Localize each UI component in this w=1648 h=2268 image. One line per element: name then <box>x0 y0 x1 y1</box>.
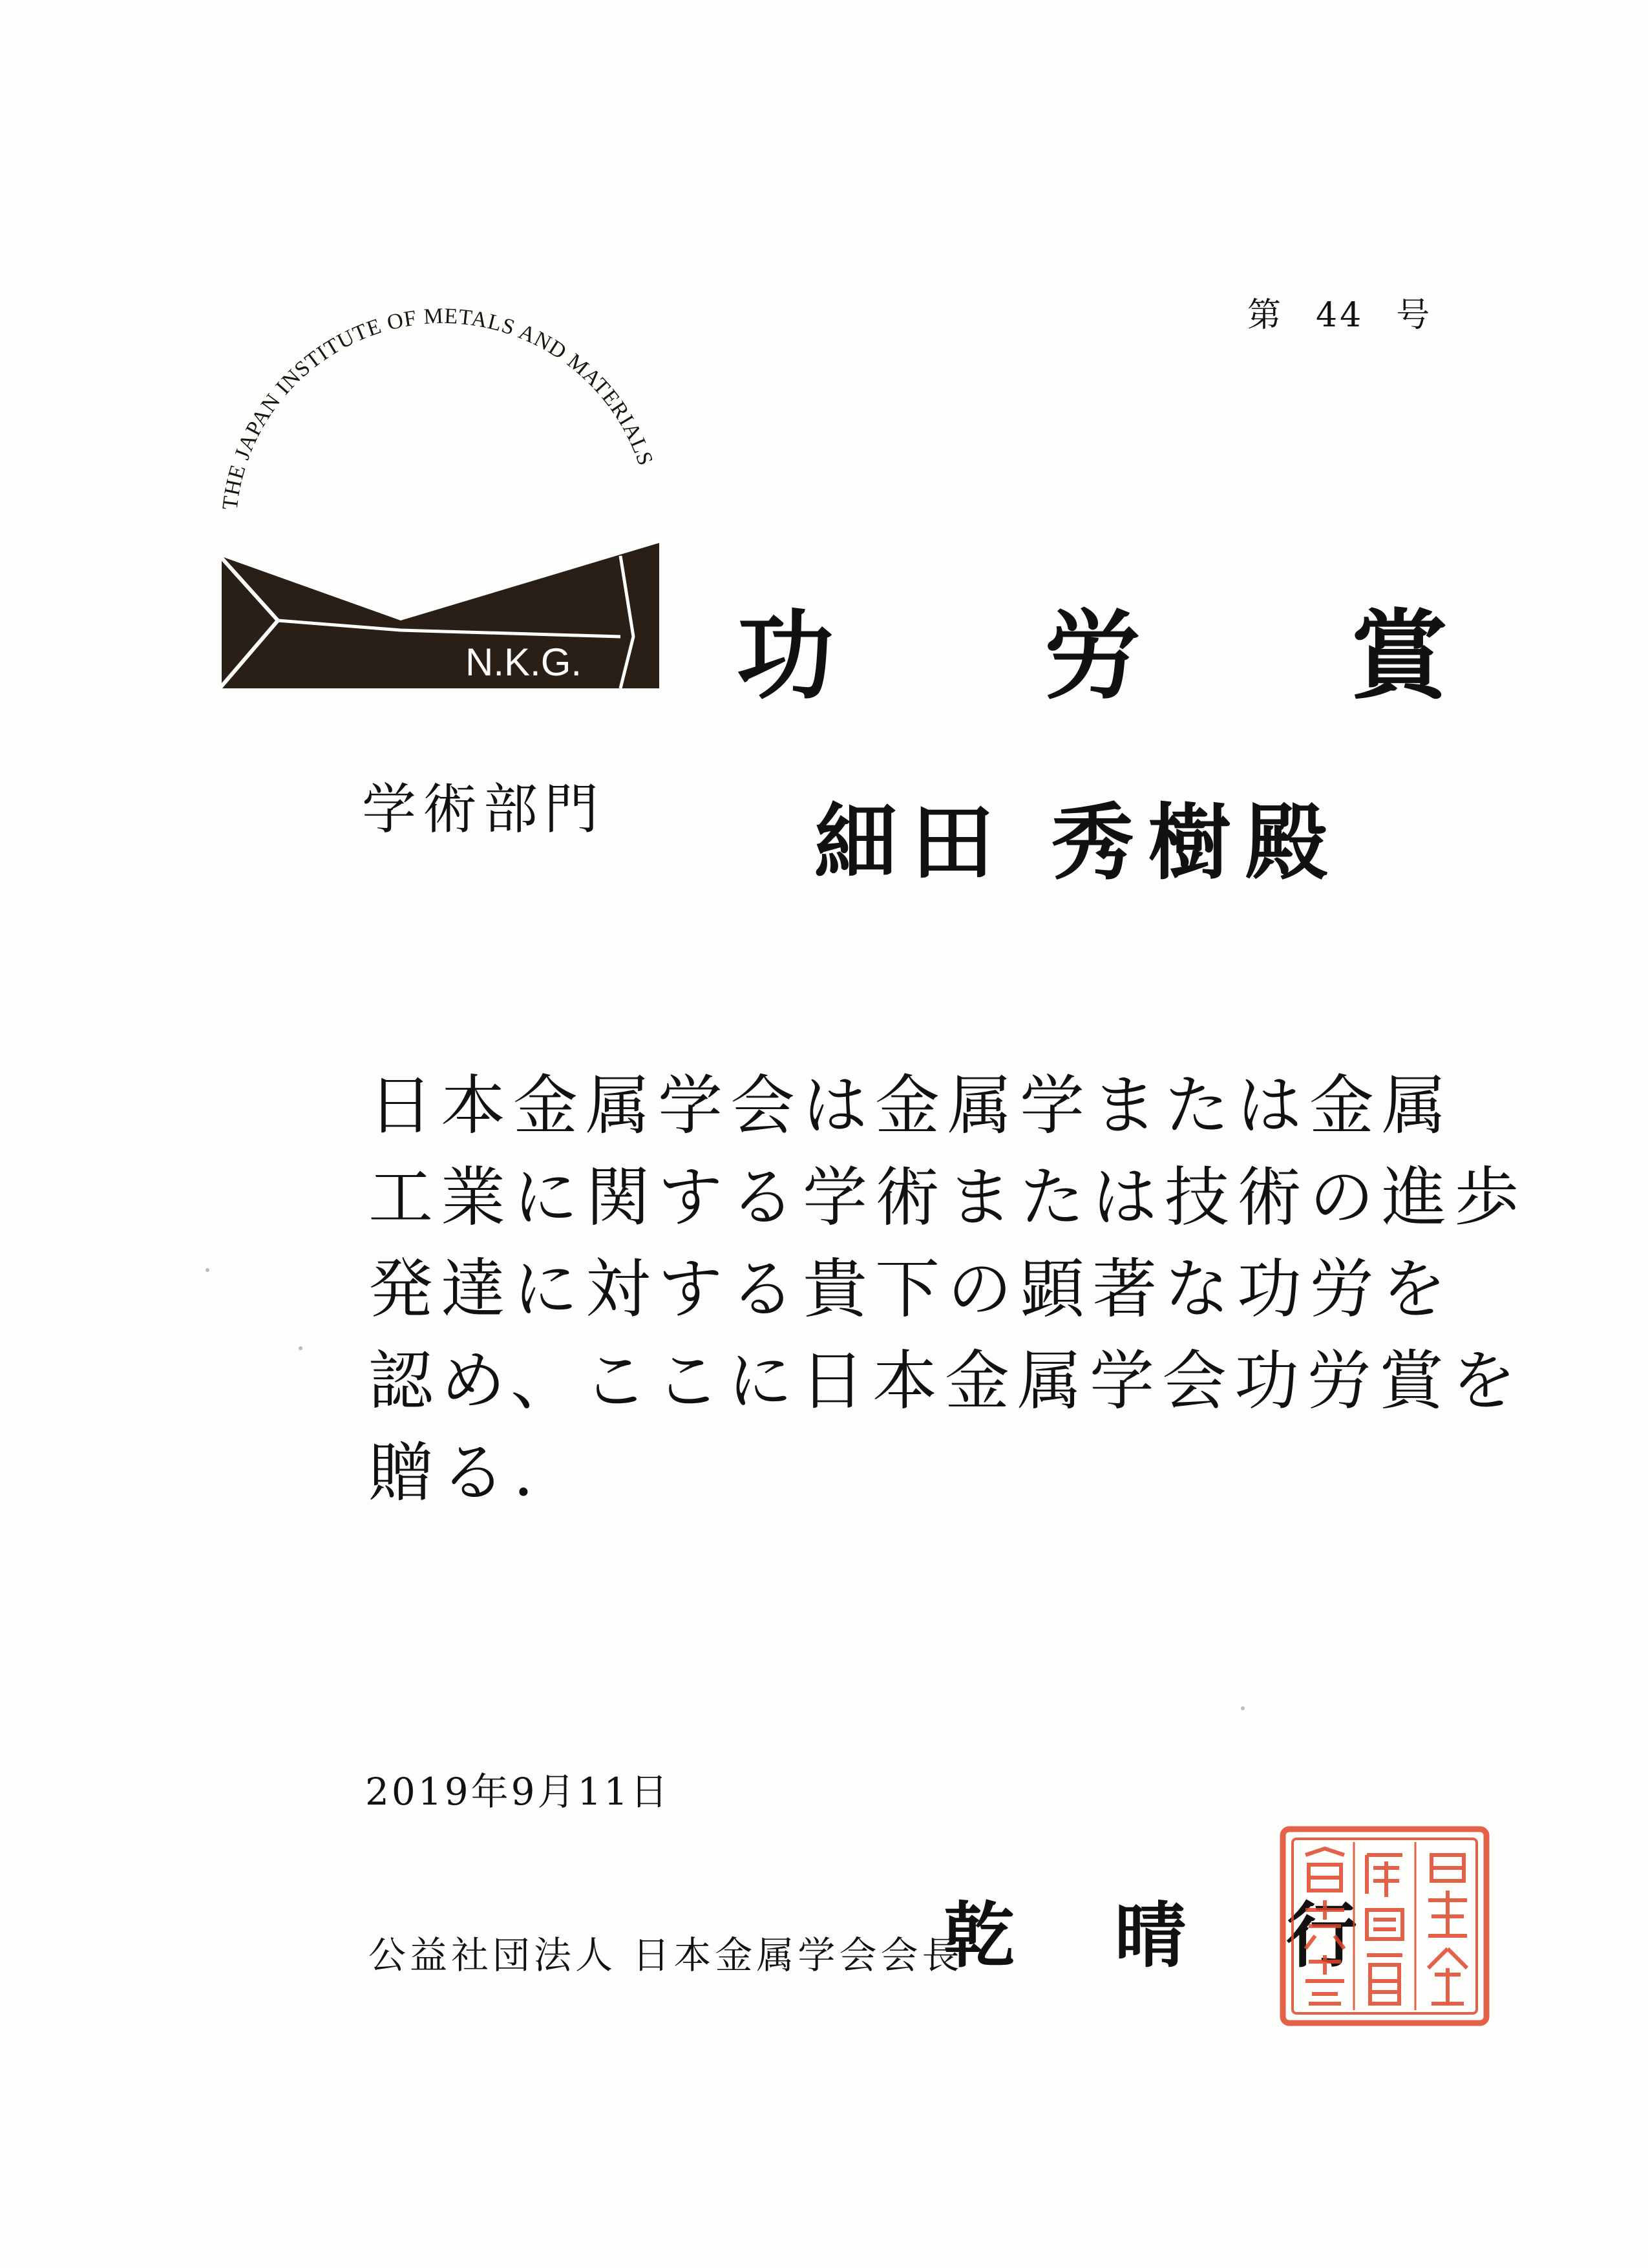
recipient-name: 細田 秀樹殿 <box>814 794 1342 891</box>
paper-speck <box>299 1346 302 1350</box>
citation-line: 日本金属学会は金属学または金属 <box>368 1068 1454 1143</box>
citation-line: 贈る. <box>368 1435 542 1510</box>
serial-suffix: 号 <box>1396 296 1433 335</box>
serial-number: 44 <box>1316 296 1364 335</box>
serial-prefix: 第 <box>1247 296 1284 335</box>
president-name-char: 行 <box>1286 1894 1357 1977</box>
president-name-char: 乾 <box>944 1894 1015 1977</box>
paper-speck <box>206 1268 209 1272</box>
svg-text:THE JAPAN INSTITUTE OF METALS <box>218 304 657 511</box>
logo-mark-text: N.K.G. <box>465 641 582 684</box>
citation-line: 認め、ここに日本金属学会功労賞を <box>368 1343 1524 1419</box>
issuing-organization: 公益社団法人 日本金属学会会長 <box>368 1933 964 1977</box>
award-title-char: 労 <box>1043 599 1141 713</box>
citation-line: 工業に関する学術または技術の進歩 <box>368 1160 1527 1235</box>
award-date: 2019年9月11日 <box>365 1770 671 1814</box>
citation-text <box>368 1060 1527 1519</box>
award-title <box>737 599 1448 713</box>
jim-logo <box>207 284 672 698</box>
certificate-number <box>1247 288 1432 336</box>
president-name-char: 晴 <box>1115 1894 1186 1977</box>
official-seal-stamp <box>1276 1823 1493 2030</box>
citation-line: 発達に対する貴下の顕著な功労を <box>368 1251 1454 1327</box>
logo-arc-text: THE JAPAN INSTITUTE OF METALS AND MATERIALS <box>218 304 658 511</box>
logo-mark-shape <box>220 543 659 688</box>
award-title-char: 賞 <box>1350 599 1448 713</box>
paper-speck <box>1241 1706 1245 1710</box>
award-title-char: 功 <box>737 599 834 713</box>
award-division: 学術部門 <box>362 778 606 841</box>
